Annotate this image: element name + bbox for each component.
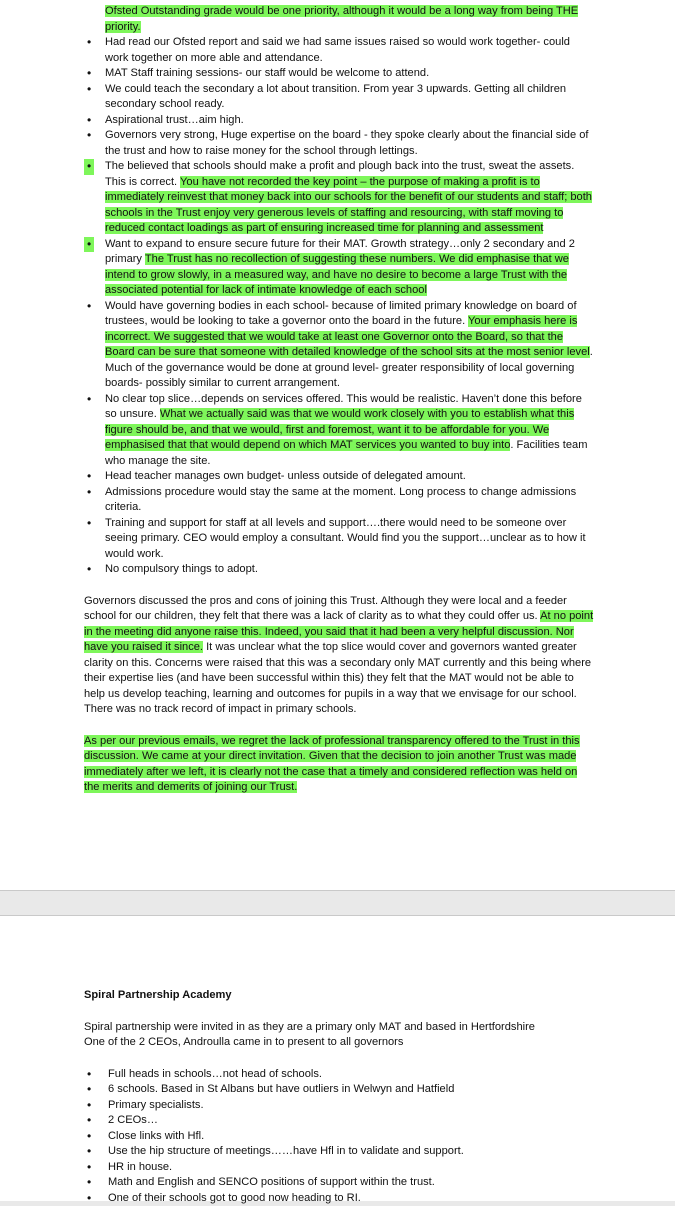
intro-line-1: Spiral partnership were invited in as they are a primary only MAT and based in Hertfordshire [84,1020,594,1036]
text-run: MAT Staff training sessions- our staff would be welcome to attend. [105,67,429,79]
text-run: No clear top slice…depends on services offered. This would be realistic. Haven’t done this before so unsure. [105,393,582,421]
list-item: • One of their schools got to good now heading to RI. [84,1191,594,1206]
text-run: Want to expand to ensure secure future for their MAT. Growth strategy…only 2 secondary and 2 primary [105,238,575,266]
highlighted-text: What we actually said was that we would work closely with you to establish what this figure should be, and that we would, first and foremost, want it to be affordable for you. We emphasised that that would depend on which MAT services you wanted to buy into [105,408,574,451]
text-run: It was unclear what the top slice would cover and governors wanted greater clarity on this. Concerns were raised that this was a secondary only MAT currently and this being where their expertise lies (and have been successful within this) they felt that the MAT would not be able to help us develop teaching, learning and outcomes for pupils in a way that we envisage for our school. There was no track record of impact in primary schools. [84,641,591,715]
list-item [84,35,594,66]
highlighted-text: As per our previous emails, we regret the lack of professional transparency offered to the Trust in this discussion. We came at your direct invitation. Given that the decision to join another Trust was made immediately after we left, it is clearly not the case that a timely and considered reflection was held on the merits and demerits of joining our Trust. [84,735,580,794]
list-item [84,299,594,392]
list-item: • Math and English and SENCO positions of support within the trust. [84,1175,594,1191]
highlighted-text: The Trust has no recollection of suggesting these numbers. We did emphasise that we intend to grow slowly, in a measured way, and have no desire to become a large Trust with the associated potential for lack of intimate knowledge of each school [105,253,569,296]
list-item [84,516,594,563]
text-run: No compulsory things to adopt. [105,563,258,575]
list-item [84,159,594,237]
list-item [84,469,594,485]
list-item [84,392,594,470]
list-item [84,128,594,159]
text-run: The believed that schools should make a profit and plough back into the trust, sweat the assets. This is correct. [105,160,574,188]
text-run: We could teach the secondary a lot about transition. From year 3 upwards. Getting all children secondary school ready. [105,83,566,111]
list-item [84,82,594,113]
text-run: Governors very strong, Huge expertise on the board - they spoke clearly about the financial side of the trust and how to raise money for the school through lettings. [105,129,588,157]
governors-discussion-paragraph [84,594,594,718]
text-run: Had read our Ofsted report and said we had same issues raised so would work together- could work together on more able and attendance. [105,36,570,64]
text-run: Would have governing bodies in each school- because of limited primary knowledge on board of trustees, would be looking to take a governor onto the board in the future. [105,300,577,328]
list-item [84,562,594,578]
lead-text [84,4,594,35]
highlighted-text: Your emphasis here is incorrect. We suggested that we would take at least one Governor onto the Board, so that the Board can be sure that someone with detailed knowledge of the school sits at the most senior level [105,315,590,358]
notes-bullet-list [84,35,594,578]
list-item [84,66,594,82]
list-item: • Close links with Hfl. [84,1129,594,1145]
list-item: • Use the hip structure of meetings……have Hfl in to validate and support. [84,1144,594,1160]
text-run: Governors discussed the pros and cons of joining this Trust. Although they were local and a feeder school for our children, they felt that there was a lack of clarity as to what they could offer us. [84,595,567,623]
intro-line-2: One of the 2 CEOs, Androulla came in to present to all governors [84,1035,594,1051]
trust-response-paragraph [84,734,594,796]
highlighted-text: At no point in the meeting did anyone raise this. Indeed, you said that it had been a very helpful discussion. Nor have you raised it since. [84,610,593,653]
list-item: • 6 schools. Based in St Albans but have outliers in Welwyn and Hatfield [84,1082,594,1098]
text-run: Aspirational trust…aim high. [105,114,244,126]
text-run: Head teacher manages own budget- unless outside of delegated amount. [105,470,466,482]
spiral-bullet-list [84,1067,594,1206]
list-item: • HR in house. [84,1160,594,1176]
section-title: Spiral Partnership Academy [84,988,594,1004]
document-page-2 [0,915,675,1201]
lead-highlight: Ofsted Outstanding grade would be one priority, although it would be a long way from being THE priority. [105,5,578,33]
text-run: . Much of the governance would be done at ground level- greater responsibility of local governing boards- possibly similar to current arrangement. [105,346,593,389]
list-item [84,485,594,516]
list-item [84,237,594,299]
highlighted-text: You have not recorded the key point – the purpose of making a profit is to immediately reinvest that money back into our schools for the benefit of our students and staff; both schools in the Trust enjoy very generous levels of staffing and resourcing, with staff moving to reduced contact loadings as part of ensuring increased time for planning and assessment [105,176,592,235]
text-run: Admissions procedure would stay the same at the moment. Long process to change admissions criteria. [105,486,576,514]
list-item: • Full heads in schools…not head of schools. [84,1067,594,1083]
page-2-content [84,988,594,1206]
text-run: . Facilities team who manage the site. [105,439,587,467]
list-item: • Primary specialists. [84,1098,594,1114]
list-item: • 2 CEOs… [84,1113,594,1129]
page-1-content [84,4,594,796]
text-run: Training and support for staff at all levels and support….there would need to be someone over seeing primary. CEO would employ a consultant. Would find you the support…unclear as to how it would work. [105,517,586,560]
list-item [84,113,594,129]
